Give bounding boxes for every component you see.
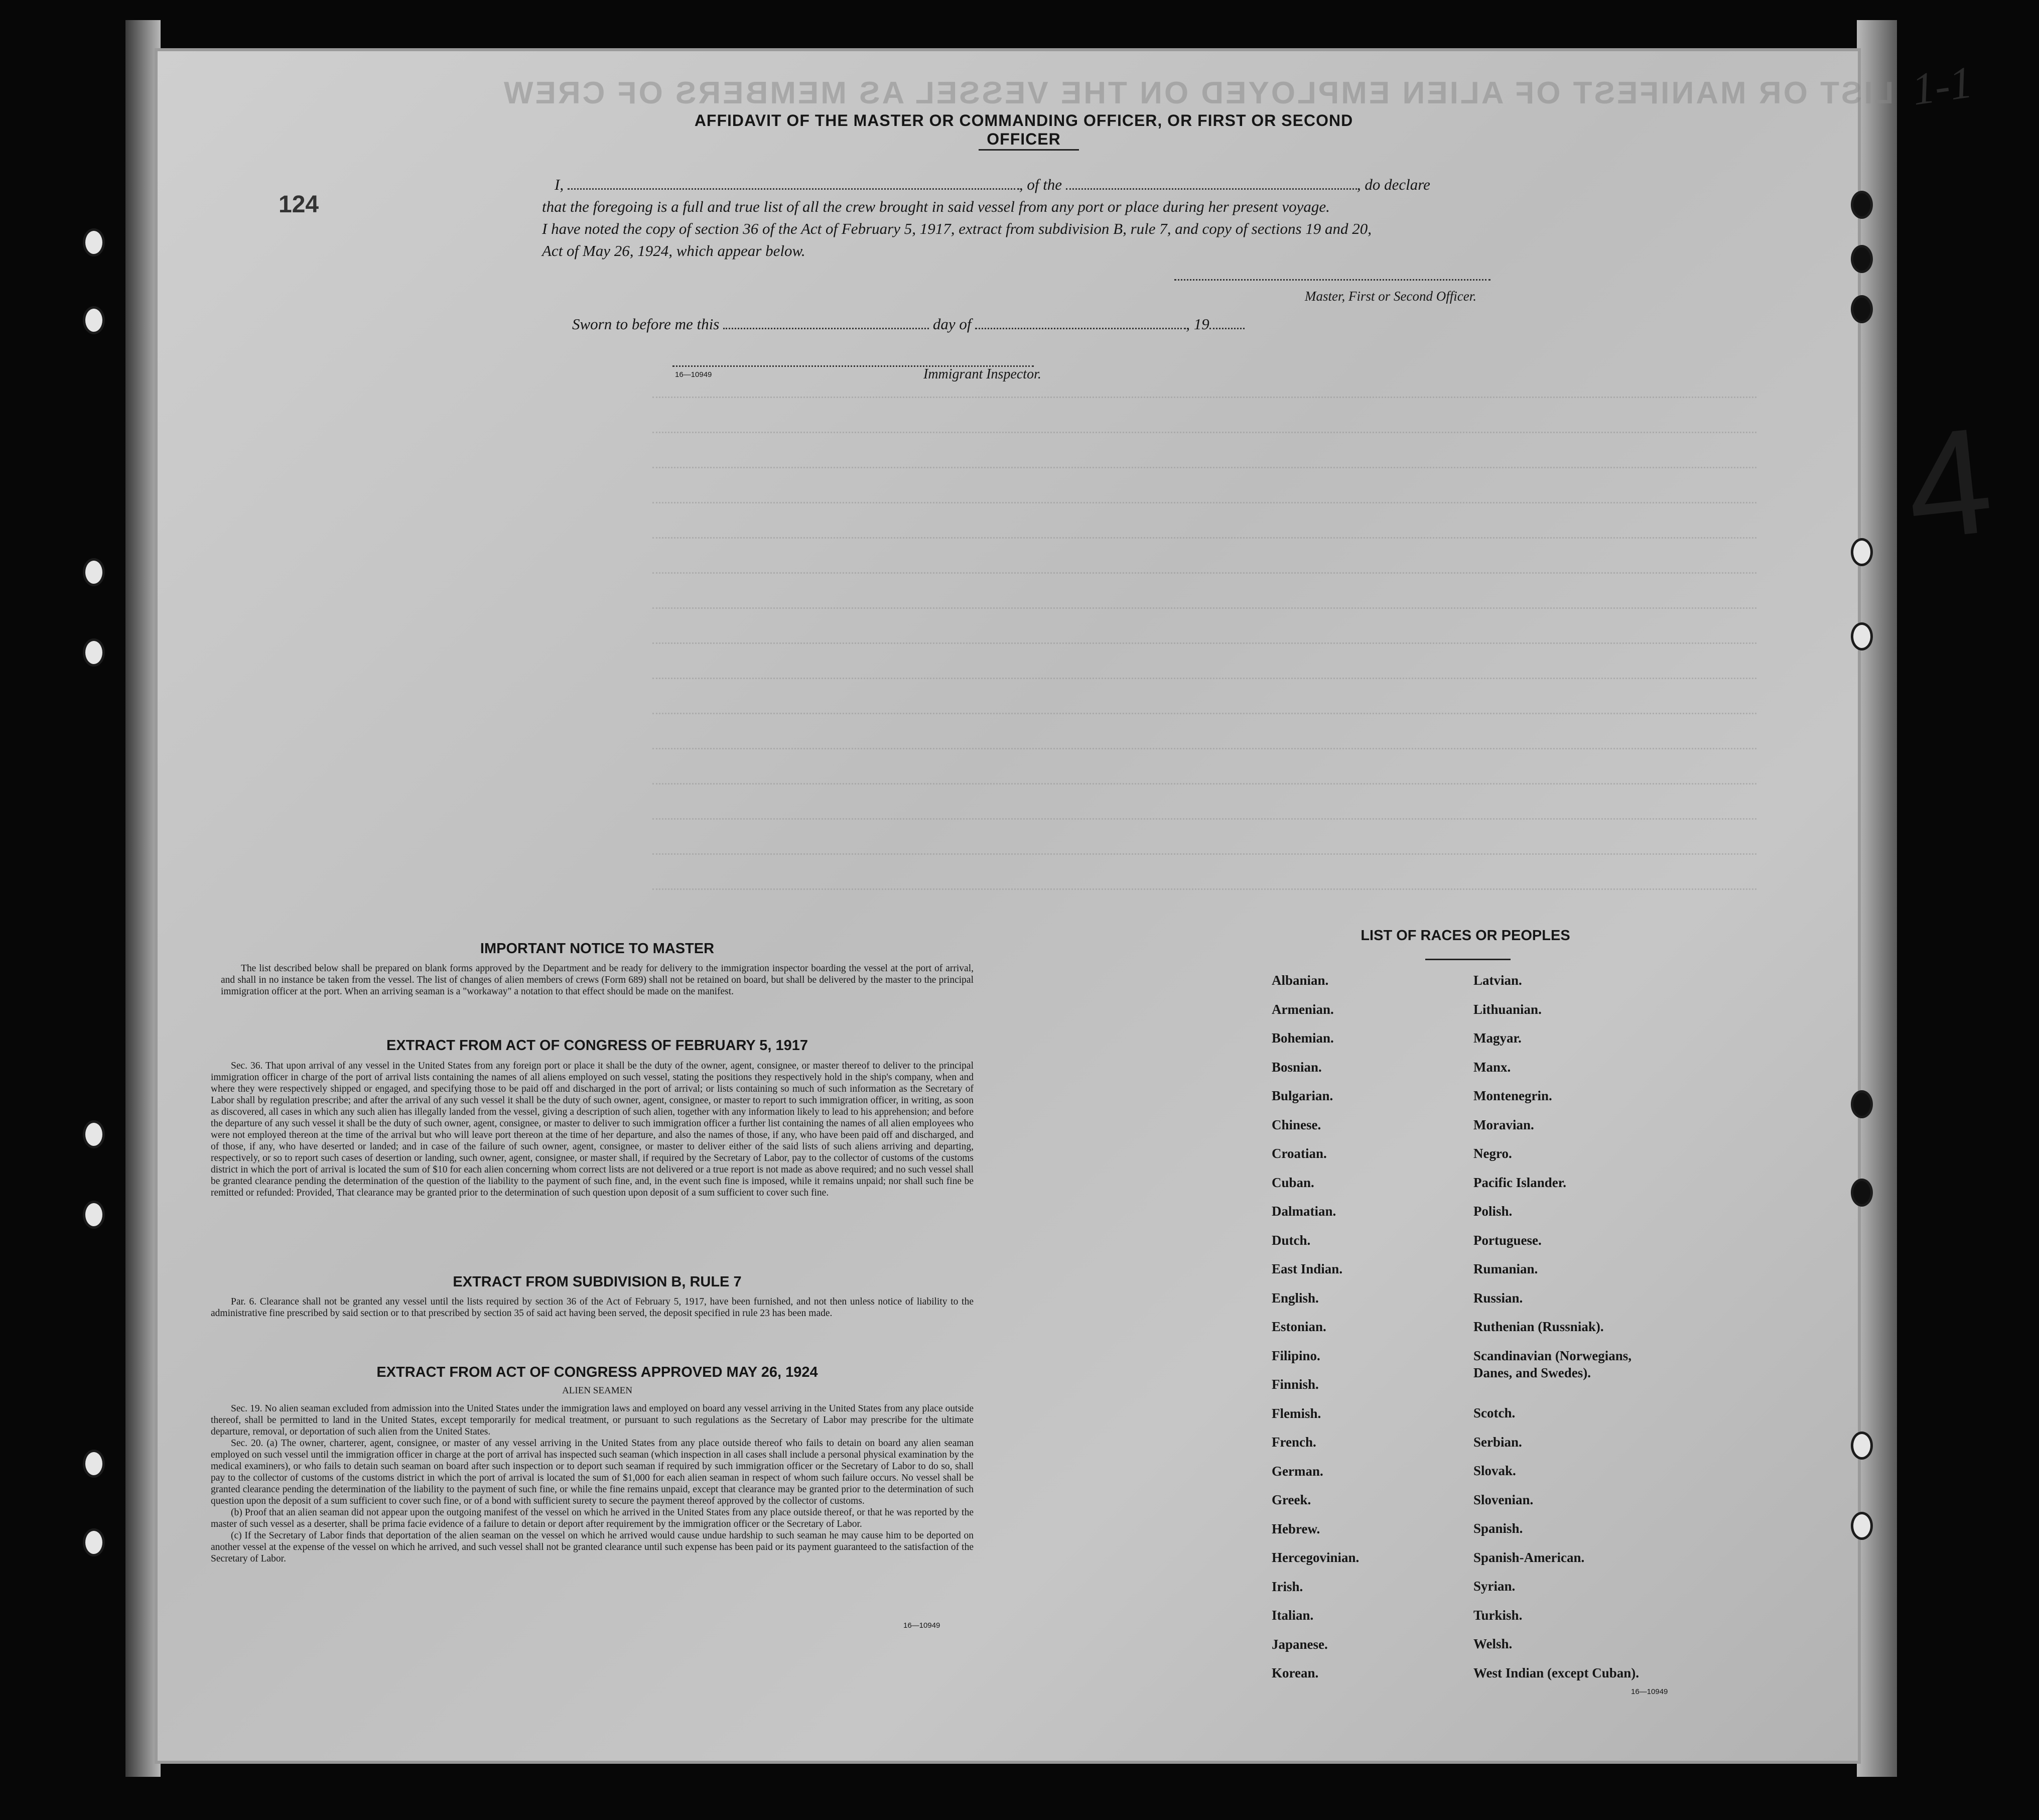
race-item: Magyar.: [1473, 1030, 1522, 1046]
race-item: Slovenian.: [1473, 1492, 1534, 1507]
ghost-row: [652, 713, 1756, 716]
handwritten-mark: 4: [1898, 395, 1999, 572]
affidavit-of-the: , of the: [1019, 176, 1062, 193]
race-item: Montenegrin.: [1473, 1088, 1552, 1103]
act-1917-title: EXTRACT FROM ACT OF CONGRESS OF FEBRUARY 5, 1917: [386, 1037, 808, 1054]
punch-hole: [1851, 1432, 1873, 1460]
ghost-row: [652, 678, 1756, 681]
sec-19-paragraph: Sec. 19. No alien seaman excluded from admission into the United States under the immigration laws and employed on board any vessel arriving in the United States from any place outside thereof, shall be permitted to land in the United States, except temporarily for medical treatment, or pursuant to such regulations as the Secretary of Labor may prescribe for the ultimate departure, removal, or deportation of such alien from the United States.: [211, 1403, 974, 1437]
race-item: Polish.: [1473, 1204, 1513, 1219]
act-1924-text: [211, 1403, 974, 1565]
race-item: Estonian.: [1272, 1319, 1326, 1334]
race-item: Albanian.: [1272, 973, 1329, 988]
race-item: Bulgarian.: [1272, 1088, 1333, 1103]
punch-hole: [83, 1450, 105, 1478]
ghost-row: [652, 783, 1756, 787]
affidavit-title: AFFIDAVIT OF THE MASTER OR COMMANDING OFFICER, OR FIRST OR SECOND OFFICER: [694, 111, 1353, 148]
ghost-row: [652, 397, 1756, 400]
race-item: Turkish.: [1473, 1607, 1523, 1623]
ghost-row: [652, 467, 1756, 470]
race-item: Lithuanian.: [1473, 1001, 1542, 1017]
punch-hole: [83, 1201, 105, 1229]
ghost-row: [652, 748, 1756, 751]
race-item: English.: [1272, 1290, 1319, 1306]
race-item: West Indian (except Cuban).: [1473, 1665, 1640, 1680]
race-item: Korean.: [1272, 1665, 1319, 1680]
punch-hole: [83, 1120, 105, 1148]
race-item: Armenian.: [1272, 1001, 1334, 1017]
bleed-through-header: LIST OR MANIFEST OF ALIEN EMPLOYED ON THE VESSEL AS MEMBERS OF CREW: [502, 76, 1894, 110]
signature-blank[interactable]: [1174, 279, 1490, 281]
sec-20c-paragraph: (c) If the Secretary of Labor finds that deportation of the alien seaman on the vessel on which he arrived would cause undue hardship to such seaman he may cause him to be deported on another vessel at the expense of the vessel on which he arrived, and such vessel shall not be granted clearance until such expense has been paid or its payment guaranteed to the satisfaction of the Secretary of Labor.: [211, 1530, 974, 1564]
ghost-row: [652, 537, 1756, 541]
ghost-row: [652, 642, 1756, 646]
race-item: Bohemian.: [1272, 1030, 1334, 1046]
affidavit-line-4: Act of May 26, 1924, which appear below.: [542, 242, 805, 259]
title-rule: [979, 149, 1079, 151]
affidavit-form-number: 16—10949: [675, 370, 712, 379]
race-item: Negro.: [1473, 1146, 1512, 1161]
sworn-day-blank[interactable]: [723, 328, 929, 329]
affidavit-i: I,: [555, 176, 564, 193]
race-item: Serbian.: [1473, 1434, 1522, 1450]
race-item: Chinese.: [1272, 1117, 1321, 1132]
signature-label: Master, First or Second Officer.: [1305, 289, 1476, 304]
race-item: French.: [1272, 1435, 1316, 1450]
notice-title: IMPORTANT NOTICE TO MASTER: [480, 941, 715, 957]
ghost-row: [652, 818, 1756, 822]
race-item: Japanese.: [1272, 1636, 1328, 1652]
race-item: Pacific Islander.: [1473, 1175, 1566, 1190]
act-1917-text: [211, 1060, 974, 1199]
sworn-day-of: day of: [932, 315, 972, 333]
race-item: Danes, and Swedes).: [1473, 1365, 1591, 1380]
punch-hole: [1851, 245, 1873, 273]
punch-hole: [1851, 622, 1873, 651]
race-item: Scandinavian (Norwegians,: [1473, 1348, 1632, 1363]
punch-hole: [1851, 1090, 1873, 1118]
sworn-month-blank[interactable]: [975, 328, 1186, 329]
inspector-label: Immigrant Inspector.: [923, 366, 1041, 382]
race-item: Croatian.: [1272, 1146, 1327, 1161]
ghost-row: [652, 502, 1756, 505]
notice-paragraph: The list described below shall be prepared on blank forms approved by the Department and be ready for delivery to the immigration inspector boarding the vessel at the port of arrival, and shall in no instance be taken from the vessel. The list of changes of alien members of crews (Form 689) shall not be retained on board, but shall be delivered by the master to the principal immigration officer at the port. When an arriving seaman is a "workaway" a notation to that effect should be made on the manifest.: [221, 963, 974, 997]
race-item: Portuguese.: [1473, 1232, 1542, 1248]
punch-hole: [83, 1528, 105, 1556]
race-item: Scotch.: [1473, 1405, 1516, 1420]
punch-hole: [1851, 191, 1873, 219]
race-item: Syrian.: [1473, 1579, 1516, 1594]
race-item: Hercegovinian.: [1272, 1550, 1360, 1565]
punch-hole: [1851, 1179, 1873, 1207]
punch-hole: [83, 228, 105, 256]
race-item: Dutch.: [1272, 1232, 1311, 1248]
page-number: 124: [279, 191, 319, 218]
name-blank[interactable]: [568, 188, 1019, 190]
rule-7-paragraph: Par. 6. Clearance shall not be granted any vessel until the lists required by section 36 of the Act of February 5, 1917, have been furnished, and not then unless notice of liability to the administrative fine prescribed by said section or to that prescribed by section 35 of said act having been served, the deposit specified in rule 23 has been made.: [211, 1296, 974, 1319]
race-item: Welsh.: [1473, 1636, 1513, 1651]
race-item: Spanish-American.: [1473, 1549, 1585, 1565]
act-1924-form-number: 16—10949: [903, 1621, 940, 1630]
sworn-line: [572, 315, 1245, 333]
race-item: East Indian.: [1272, 1261, 1343, 1276]
vessel-blank[interactable]: [1066, 188, 1357, 190]
corner-annotation: 1-1: [1909, 57, 1976, 115]
race-item: Moravian.: [1473, 1117, 1534, 1132]
race-item: Cuban.: [1272, 1175, 1314, 1190]
races-title: LIST OF RACES OR PEOPLES: [1361, 928, 1570, 944]
race-item: Bosnian.: [1272, 1059, 1322, 1075]
act-1924-title: EXTRACT FROM ACT OF CONGRESS APPROVED MAY 26, 1924: [376, 1364, 818, 1380]
race-item: Russian.: [1473, 1290, 1523, 1306]
punch-hole: [1851, 295, 1873, 323]
sec-20b-paragraph: (b) Proof that an alien seaman did not appear upon the outgoing manifest of the vessel on which he arrived in the United States from any place outside thereof, or that he was reported by the master of such vessel as a deserter, shall be prima facie evidence of a failure to detain or deport after requirement by the immigration officer or the Secretary of Labor.: [211, 1507, 974, 1529]
race-item: Dalmatian.: [1272, 1204, 1336, 1219]
race-item: Rumanian.: [1473, 1261, 1538, 1276]
race-item: Flemish.: [1272, 1405, 1321, 1421]
race-item: Latvian.: [1473, 973, 1522, 988]
affidavit-line-2: that the foregoing is a full and true list of all the crew brought in said vessel from any port or place during her present voyage.: [542, 198, 1330, 215]
ghost-row: [652, 432, 1756, 435]
races-title-rule: [1425, 959, 1511, 960]
punch-hole: [1851, 1512, 1873, 1540]
race-item: Finnish.: [1272, 1377, 1319, 1392]
sworn-year: , 19: [1186, 315, 1209, 333]
ghost-row: [652, 853, 1756, 857]
punch-hole: [83, 306, 105, 334]
race-item: Manx.: [1473, 1059, 1511, 1075]
races-form-number: 16—10949: [1631, 1687, 1668, 1696]
sworn-year-blank[interactable]: [1209, 328, 1245, 329]
notice-text: [221, 963, 974, 997]
race-item: Spanish.: [1473, 1521, 1523, 1536]
ghost-row: [652, 607, 1756, 611]
race-item: Greek.: [1272, 1492, 1311, 1507]
race-item: Hebrew.: [1272, 1521, 1320, 1536]
sec-36-paragraph: Sec. 36. That upon arrival of any vessel in the United States from any foreign port or place it shall be the duty of the owner, agent, consignee, or master thereof to deliver to the principal immigration officer in charge of the port of arrival lists containing the names of all aliens employed on such vessel, stating the positions they respectively hold in the ship's company, when and where they were respectively shipped or engaged, and specifying those to be paid off and discharged in the port of arrival; or lists containing so much of such information as the Secretary of Labor shall by regulation prescribe; and after the arrival of any such vessel it shall be the duty of such owner, agent, consignee, or master to report to such immigration officer, in writing, as soon as discovered, all cases in which any such alien has illegally landed from the vessel, giving a description of such alien, together with any information likely to lead to his apprehension; and before the departure of any such vessel it shall be the duty of such owner, agent, consignee, or master to deliver to such immigration officer a further list containing the names of all alien employees who were not employed thereon at the time of the arrival but who will leave port thereon at the time of her departure, and also the names of those, if any, who have been paid off and discharged, and of those, if any, who have deserted or landed; and in case of the failure of such owner, agent, consignee, or master to deliver either of the said lists of such aliens arriving and departing, respectively, or so to report such cases of desertion or landing, such owner, agent, consignee, or master shall, if required by the Secretary of Labor, pay to the collector of customs of the customs district in which the port of arrival is located the sum of $10 for each alien concerning whom correct lists are not delivered or a true report is not made as above required; and no such vessel shall be granted clearance pending the determination of the question of the liability to the payment of such fine, and, in the event such fine is imposed, while it remains unpaid; nor shall such fine be remitted or refunded: Provided, That clearance may be granted prior to the determination of such question upon deposit of a sum sufficient to cover such fine.: [211, 1061, 974, 1198]
punch-hole: [83, 558, 105, 586]
sworn-text: Sworn to before me this: [572, 315, 720, 333]
rule-7-text: [211, 1296, 974, 1319]
rule-7-title: EXTRACT FROM SUBDIVISION B, RULE 7: [453, 1274, 742, 1290]
race-item: Filipino.: [1272, 1348, 1320, 1363]
punch-hole: [83, 638, 105, 667]
race-item: Italian.: [1272, 1608, 1314, 1623]
affidavit-declare: , do declare: [1356, 176, 1430, 193]
alien-seamen-subtitle: ALIEN SEAMEN: [562, 1385, 632, 1396]
ghost-row: [652, 888, 1756, 892]
race-item: Slovak.: [1473, 1463, 1516, 1478]
race-item: Irish.: [1272, 1579, 1303, 1594]
affidavit-line-1: [555, 176, 1430, 194]
race-item: Ruthenian (Russniak).: [1473, 1319, 1604, 1334]
ghost-row: [652, 572, 1756, 576]
punch-hole: [1851, 538, 1873, 566]
affidavit-line-3: I have noted the copy of section 36 of the Act of February 5, 1917, extract from subdivision B, rule 7, and copy of sections 19 and 20,: [542, 220, 1372, 237]
sec-20a-paragraph: Sec. 20. (a) The owner, charterer, agent, consignee, or master of any vessel arriving in the United States from any place outside thereof who fails to detain on board any alien seaman employed on such vessel until the immigration officer in charge at the port of arrival has inspected such seaman (which inspection in all cases shall include a personal physical examination by the medical examiners), or who fails to detain such seaman on board after such inspection or to deport such seaman if required by such immigration officer or the Secretary of Labor to do so, shall pay to the collector of customs of the customs district in which the port of arrival is located the sum of $1,000 for each alien seaman in respect of whom such failure occurs. No vessel shall be granted clearance pending the determination of the liability to the payment of such fine, or while the fine remains unpaid, except that clearance may be granted prior to the determination of such question upon the deposit of a sum sufficient to cover such fine, or of a bond with sufficient surety to secure the payment thereof approved by the collector of customs.: [211, 1438, 974, 1506]
race-item: German.: [1272, 1463, 1323, 1479]
